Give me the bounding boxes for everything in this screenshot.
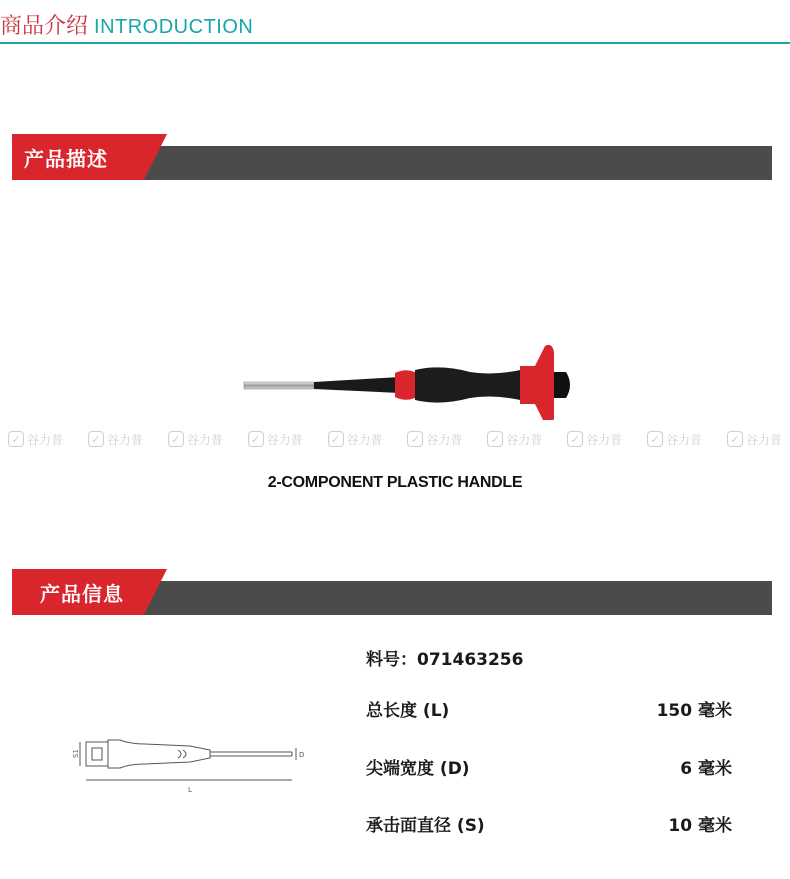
section-header-description [12, 134, 772, 180]
check-icon: ✓ [567, 431, 583, 447]
check-icon: ✓ [407, 431, 423, 447]
watermark: ✓ 谷力普 [647, 428, 702, 450]
watermark: ✓ 谷力普 [8, 428, 63, 450]
check-icon: ✓ [647, 431, 663, 447]
dim-label-l: L [188, 786, 192, 794]
watermark-row [0, 428, 790, 450]
watermark: ✓ 谷力普 [487, 428, 542, 450]
check-icon: ✓ [727, 431, 743, 447]
section-header-info [12, 569, 772, 615]
intro-heading [0, 14, 253, 40]
intro-divider [0, 42, 790, 44]
technical-drawing [70, 730, 310, 800]
intro-title-cn: 商品介绍 [0, 14, 89, 39]
check-icon: ✓ [248, 431, 264, 447]
spec-label: 总长度 (L) [366, 701, 450, 721]
part-number-text: 料号：071463256 [366, 650, 524, 670]
pin-punch-image [240, 340, 580, 420]
spec-value: 10 毫米 [668, 816, 732, 836]
product-caption: 2-COMPONENT PLASTIC HANDLE [267, 474, 523, 491]
check-icon: ✓ [88, 431, 104, 447]
watermark: ✓ 谷力普 [328, 428, 383, 450]
watermark: ✓ 谷力普 [168, 428, 223, 450]
spec-label: 承击面直径 (S) [366, 816, 485, 836]
spec-value: 150 毫米 [656, 701, 732, 721]
check-icon: ✓ [8, 431, 24, 447]
section-title-description: 产品描述 [24, 147, 108, 171]
intro-title-en: INTRODUCTION [94, 16, 254, 38]
check-icon: ✓ [487, 431, 503, 447]
check-icon: ✓ [168, 431, 184, 447]
spec-value: 6 毫米 [680, 759, 732, 779]
check-icon: ✓ [328, 431, 344, 447]
dim-label-s1: S1 [72, 749, 80, 758]
watermark: ✓ 谷力普 [248, 428, 303, 450]
watermark: ✓ 谷力普 [88, 428, 143, 450]
watermark: ✓ 谷力普 [727, 428, 782, 450]
watermark: ✓ 谷力普 [567, 428, 622, 450]
dim-label-d: D [299, 751, 305, 759]
spec-label: 尖端宽度 (D) [366, 759, 470, 779]
section-title-info: 产品信息 [40, 582, 124, 606]
watermark: ✓ 谷力普 [407, 428, 462, 450]
